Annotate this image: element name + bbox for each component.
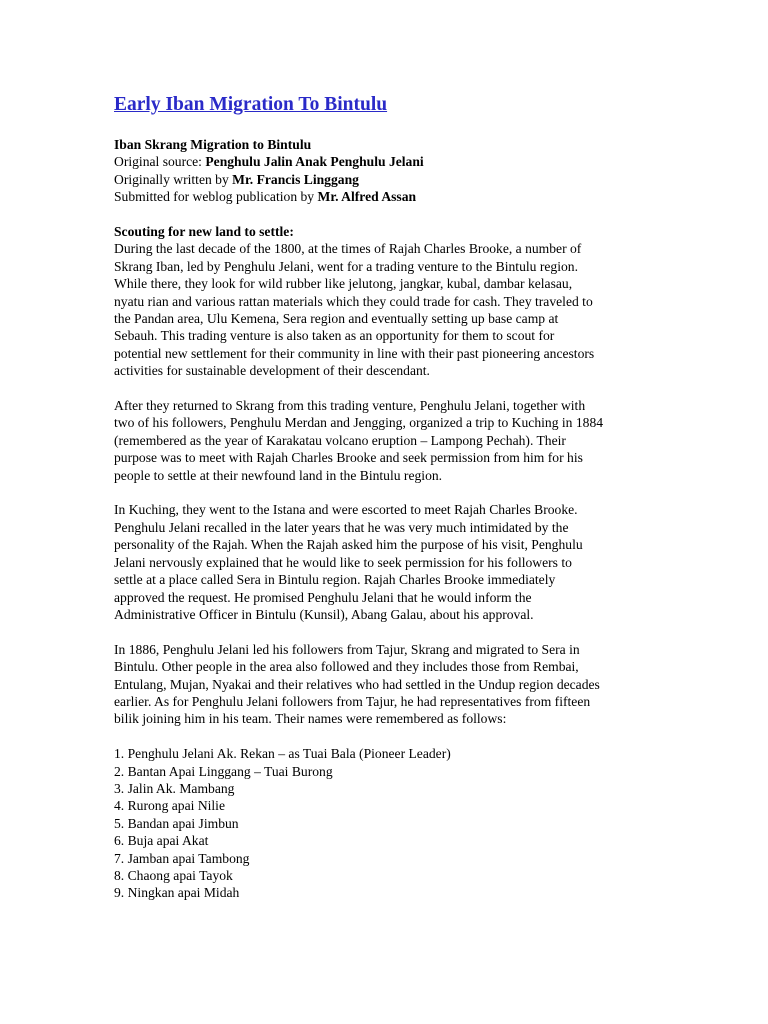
paragraph-line: (remembered as the year of Karakatau volcano eruption – Lampong Pechah). Their (114, 432, 566, 448)
paragraph-line: During the last decade of the 1800, at the times of Rajah Charles Brooke, a number of (114, 241, 582, 257)
source-label: Original source: (114, 154, 206, 170)
paragraph-line: While there, they look for wild rubber like jelutong, jangkar, kubal, dambar kelasau, (114, 276, 573, 292)
paragraph-line: In 1886, Penghulu Jelani led his followers from Tajur, Skrang and migrated to Sera in (114, 641, 580, 657)
paragraph-line: activities for sustainable development of their descendant. (114, 363, 430, 379)
paragraph-line: bilik joining him in his team. Their names were remembered as follows: (114, 711, 507, 727)
list-item: 6. Buja apai Akat (114, 833, 209, 849)
spacer (114, 206, 659, 223)
paragraph-1 (114, 240, 659, 379)
spacer (114, 623, 659, 640)
submitter-value: Mr. Alfred Assan (317, 189, 417, 205)
paragraph-line: purpose was to meet with Rajah Charles Brooke and seek permission from him for his (114, 450, 583, 466)
paragraph-4 (114, 641, 659, 728)
list-item: 5. Bandan apai Jimbun (114, 815, 239, 831)
subtitle: Iban Skrang Migration to Bintulu (114, 137, 312, 152)
paragraph-line: earlier. As for Penghulu Jelani followers from Tajur, he had representatives from fifteen (114, 693, 591, 709)
list-item: 3. Jalin Ak. Mambang (114, 780, 235, 796)
paragraph-2 (114, 397, 659, 484)
list-item: 1. Penghulu Jelani Ak. Rekan – as Tuai Bala (Pioneer Leader) (114, 746, 451, 762)
paragraph-line: Administrative Officer in Bintulu (Kunsil), Abang Galau, about his approval. (114, 606, 534, 622)
author-value: Mr. Francis Linggang (232, 171, 359, 187)
paragraph-line: personality of the Rajah. When the Rajah asked him the purpose of his visit, Penghulu (114, 537, 583, 553)
paragraph-line: Sebauh. This trading venture is also taken as an opportunity for them to scout for (114, 328, 555, 344)
submitter-label: Submitted for weblog publication by (114, 189, 318, 205)
author-line (114, 171, 659, 188)
paragraph-line: settle at a place called Sera in Bintulu region. Rajah Charles Brooke immediately (114, 572, 556, 588)
paragraph-line: approved the request. He promised Penghulu Jelani that he would inform the (114, 589, 532, 605)
document-page (114, 92, 659, 902)
paragraph-line: Penghulu Jelani recalled in the later years that he was very much intimidated by the (114, 519, 569, 535)
list-item: 2. Bantan Apai Linggang – Tuai Burong (114, 763, 333, 779)
paragraph-line: After they returned to Skrang from this trading venture, Penghulu Jelani, together with (114, 398, 586, 414)
source-line (114, 153, 659, 170)
spacer (114, 380, 659, 397)
paragraph-line: In Kuching, they went to the Istana and were escorted to meet Rajah Charles Brooke. (114, 502, 578, 518)
source-value: Penghulu Jalin Anak Penghulu Jelani (205, 154, 424, 170)
submitter-line (114, 188, 659, 205)
paragraph-3 (114, 501, 659, 623)
spacer (114, 484, 659, 501)
paragraph-line: Entulang, Mujan, Nyakai and their relatives who had settled in the Undup region decades (114, 676, 600, 692)
paragraph-line: potential new settlement for their community in line with their past pioneering ancestors (114, 345, 595, 361)
paragraph-line: people to settle at their newfound land in the Bintulu region. (114, 467, 443, 483)
names-list (114, 745, 659, 902)
paragraph-line: Bintulu. Other people in the area also followed and they includes those from Rembai, (114, 659, 579, 675)
page-title-link[interactable]: Early Iban Migration To Bintulu (114, 94, 388, 115)
list-item: 8. Chaong apai Tayok (114, 867, 233, 883)
paragraph-line: two of his followers, Penghulu Merdan and Jengging, organized a trip to Kuching in 1884 (114, 415, 604, 431)
author-label: Originally written by (114, 171, 233, 187)
list-item: 4. Rurong apai Nilie (114, 798, 225, 814)
paragraph-line: nyatu rian and various rattan materials which they could trade for cash. They traveled to (114, 293, 593, 309)
paragraph-line: Skrang Iban, led by Penghulu Jelani, went for a trading venture to the Bintulu region. (114, 258, 578, 274)
list-item: 7. Jamban apai Tambong (114, 850, 250, 866)
paragraph-line: the Pandan area, Ulu Kemena, Sera region and eventually setting up base camp at (114, 311, 559, 327)
document-header (114, 136, 659, 206)
paragraph-line: Jelani nervously explained that he would like to seek permission for his followers to (114, 554, 572, 570)
list-item: 9. Ningkan apai Midah (114, 885, 240, 901)
section-heading: Scouting for new land to settle: (114, 224, 294, 240)
spacer (114, 728, 659, 745)
